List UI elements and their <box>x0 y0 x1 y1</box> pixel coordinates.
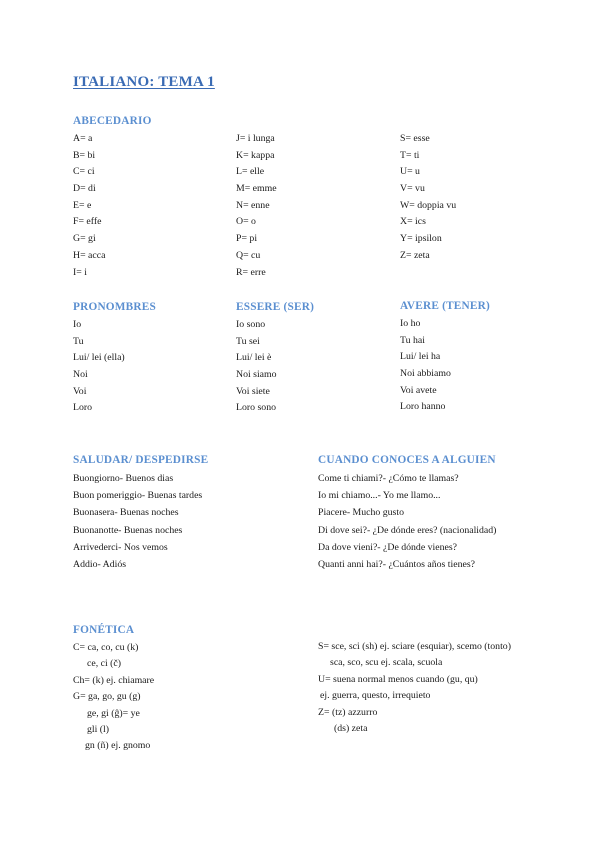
fonetica-heading: FONÉTICA <box>73 624 135 636</box>
letter-item: F= effe <box>73 216 102 228</box>
letter-item: C= ci <box>73 166 95 178</box>
list-item: gn (ñ) ej. gnomo <box>85 740 151 752</box>
list-item: S= sce, sci (sh) ej. sciare (esquiar), scemo (tonto) <box>318 641 511 652</box>
fonetica-right-list <box>318 639 511 737</box>
saludar-heading: SALUDAR/ DESPEDIRSE <box>73 454 209 466</box>
letter-item: K= kappa <box>236 149 275 161</box>
list-item: Noi abbiamo <box>400 368 451 380</box>
saludar-list <box>73 470 202 573</box>
abecedario-heading: ABECEDARIO <box>73 115 152 127</box>
list-item: Loro hanno <box>400 401 446 413</box>
letter-item: A= a <box>73 133 93 144</box>
list-item: Lui/ lei è <box>236 352 272 364</box>
list-item: Voi avete <box>400 384 437 396</box>
letter-item: Q= cu <box>236 249 261 261</box>
list-item: C= ca, co, cu (k) <box>73 642 139 653</box>
letter-item: S= esse <box>400 133 430 144</box>
list-item: Di dove sei?- ¿De dónde eres? (nacionalidad) <box>318 524 497 536</box>
letter-item: X= ics <box>400 216 426 228</box>
list-item: Da dove vieni?- ¿De dónde vienes? <box>318 541 458 553</box>
list-item: Tu <box>73 335 84 347</box>
cuando-list <box>318 470 496 573</box>
list-item: Buon pomeriggio- Buenas tardes <box>73 490 203 502</box>
list-item: Ch= (k) ej. chiamare <box>73 674 155 686</box>
list-item: gli (l) <box>87 723 110 735</box>
pronombres-list <box>73 317 125 417</box>
letter-item: O= o <box>236 216 256 228</box>
letter-item: E= e <box>73 199 92 211</box>
letter-item: Z= zeta <box>400 249 430 261</box>
essere-list <box>236 317 277 417</box>
list-item: Buonanotte- Buenas noches <box>73 524 183 536</box>
list-item: Piacere- Mucho gusto <box>318 507 404 519</box>
list-item: Io ho <box>400 318 421 329</box>
avere-list <box>400 316 451 416</box>
list-item: Io sono <box>236 319 266 330</box>
list-item: Tu sei <box>236 335 260 347</box>
list-item: Addio- Adiós <box>73 558 127 570</box>
list-item: Buongiorno- Buenos dias <box>73 473 174 484</box>
list-item: Voi siete <box>236 385 270 397</box>
list-item: sca, sco, scu ej. scala, scuola <box>330 657 443 669</box>
abecedario-column-3 <box>400 131 456 265</box>
letter-item: N= enne <box>236 199 270 211</box>
list-item: Io mi chiamo...- Yo me llamo... <box>318 490 441 502</box>
page-title: ITALIANO: TEMA 1 <box>73 74 215 90</box>
letter-item: W= doppia vu <box>400 199 457 211</box>
list-item: Come ti chiami?- ¿Cómo te llamas? <box>318 473 459 484</box>
list-item: Buonasera- Buenas noches <box>73 507 179 519</box>
list-item: (ds) zeta <box>334 722 368 734</box>
letter-item: P= pi <box>236 233 258 245</box>
list-item: Z= (tz) azzurro <box>318 706 378 718</box>
list-item: Noi <box>73 369 88 381</box>
abecedario-column-2 <box>236 131 277 281</box>
fonetica-left-list <box>73 640 154 755</box>
list-item: Io <box>73 319 82 330</box>
letter-item: U= u <box>400 166 420 178</box>
abecedario-column-1 <box>73 131 105 281</box>
list-item: Quanti anni hai?- ¿Cuántos años tienes? <box>318 558 475 570</box>
letter-item: M= emme <box>236 183 277 195</box>
list-item: ge, gi (ĝ)= ye <box>87 707 140 719</box>
letter-item: I= i <box>73 266 87 278</box>
letter-item: Y= ipsilon <box>400 233 442 245</box>
list-item: Noi siamo <box>236 369 277 381</box>
avere-heading: AVERE (TENER) <box>400 300 490 312</box>
list-item: Tu hai <box>400 334 425 346</box>
essere-heading: ESSERE (SER) <box>236 301 315 313</box>
letter-item: D= di <box>73 183 96 195</box>
letter-item: L= elle <box>236 166 265 178</box>
list-item: U= suena normal menos cuando (gu, qu) <box>318 673 478 685</box>
letter-item: V= vu <box>400 183 425 195</box>
list-item: Lui/ lei (ella) <box>73 352 125 364</box>
letter-item: B= bi <box>73 149 96 161</box>
list-item: Lui/ lei ha <box>400 351 441 363</box>
letter-item: H= acca <box>73 249 106 261</box>
cuando-heading: CUANDO CONOCES A ALGUIEN <box>318 454 496 466</box>
list-item: Loro <box>73 402 93 414</box>
list-item: ej. guerra, questo, irrequieto <box>320 690 431 702</box>
list-item: Arrivederci- Nos vemos <box>73 541 168 553</box>
pronombres-heading: PRONOMBRES <box>73 301 156 313</box>
letter-item: J= i lunga <box>236 133 275 144</box>
list-item: Voi <box>73 385 87 397</box>
letter-item: R= erre <box>236 266 266 278</box>
list-item: G= ga, go, gu (g) <box>73 691 141 703</box>
list-item: ce, ci (č) <box>87 658 121 670</box>
letter-item: G= gi <box>73 233 96 245</box>
list-item: Loro sono <box>236 402 277 414</box>
letter-item: T= ti <box>400 149 420 161</box>
